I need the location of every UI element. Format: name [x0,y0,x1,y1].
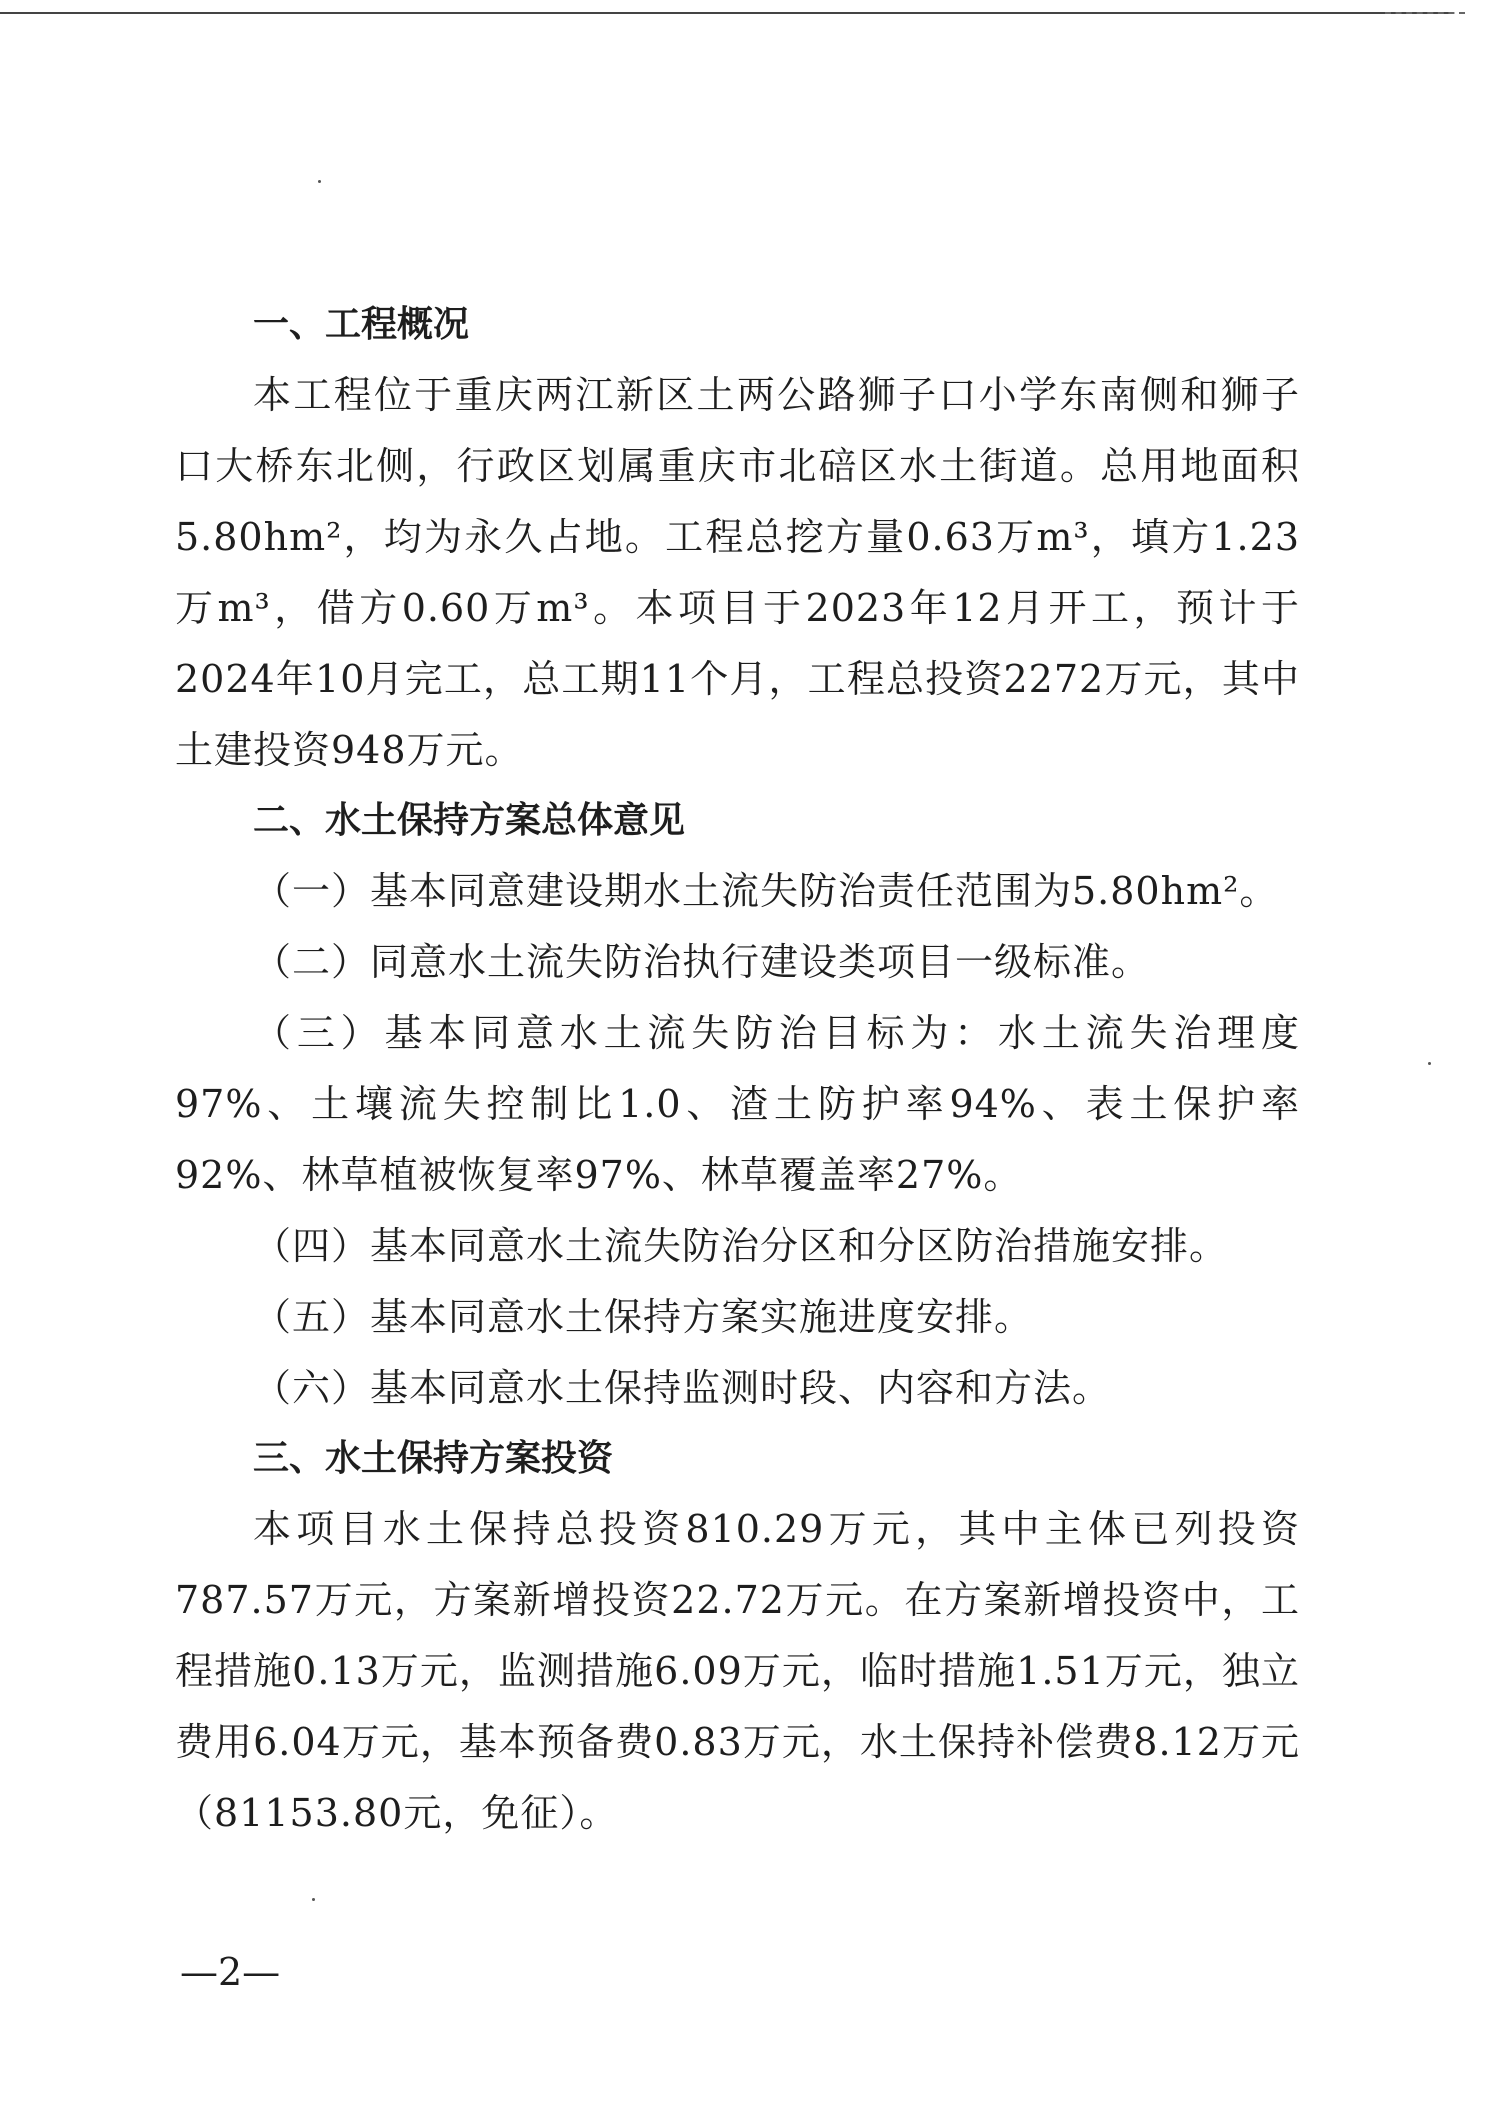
opinion-item-4: （四）基本同意水土流失防治分区和分区防治措施安排。 [253,1224,1229,1268]
top-border-dashes [1385,12,1465,14]
investment-paragraph: 本项目水土保持总投资810.29万元，其中主体已列投资787.57万元，方案新增投资22.72万元。在方案新增投资中，工程措施0.13万元，监测措施6.09万元，临时措施1.51万元，独立费用6.04万元，基本预备费0.83万元，水土保持补偿费8.12万元（81153.80元，免征）。 [175,1507,1300,1835]
opinion-item-1: （一）基本同意建设期水土流失防治责任范围为5.80hm²。 [253,869,1279,913]
scan-speck [318,180,321,183]
overview-paragraph: 本工程位于重庆两江新区土两公路狮子口小学东南侧和狮子口大桥东北侧，行政区划属重庆市北碚区水土街道。总用地面积5.80hm²，均为永久占地。工程总挖方量0.63万m³，填方1.23万m³，借方0.60万m³。本项目于2023年12月开工，预计于2024年10月完工，总工期11个月，工程总投资2272万元，其中土建投资948万元。 [175,373,1300,772]
section-heading-investment: 三、水土保持方案投资 [253,1438,614,1479]
section-heading-overview: 一、工程概况 [253,304,470,345]
page-number: —2— [180,1950,281,1994]
scan-speck [1428,1062,1431,1065]
section-heading-opinions: 二、水土保持方案总体意见 [253,800,686,841]
opinion-item-2: （二）同意水土流失防治执行建设类项目一级标准。 [253,940,1151,984]
scan-speck [312,1898,315,1901]
opinion-item-3: （三）基本同意水土流失防治目标为：水土流失治理度97%、土壤流失控制比1.0、渣土防护率94%、表土保护率92%、林草植被恢复率97%、林草覆盖率27%。 [175,1011,1300,1197]
document-body [175,290,1300,1849]
opinion-item-6: （六）基本同意水土保持监测时段、内容和方法。 [253,1366,1112,1410]
top-border-line [0,12,1450,14]
opinion-item-5: （五）基本同意水土保持方案实施进度安排。 [253,1295,1034,1339]
